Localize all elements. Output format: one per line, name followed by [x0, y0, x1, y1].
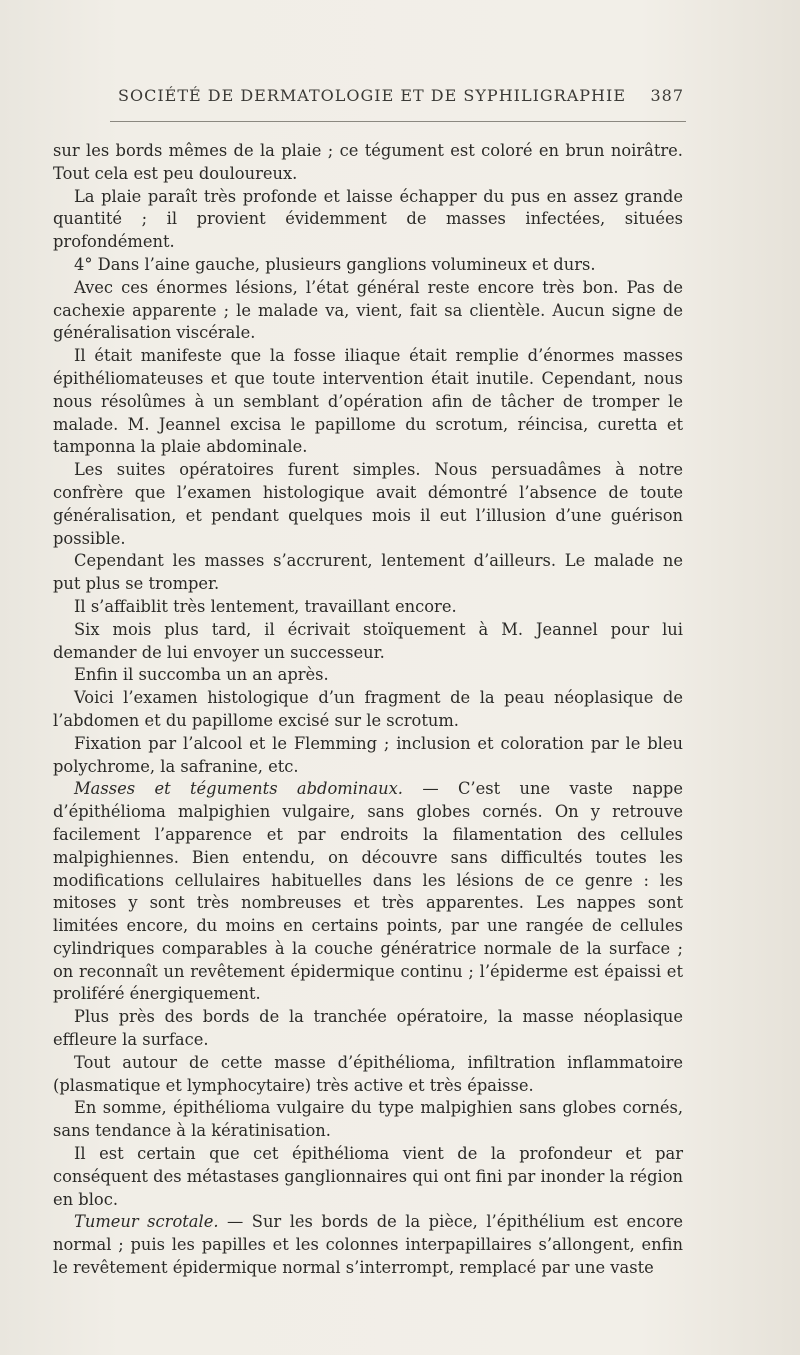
paragraph: En somme, épithélioma vulgaire du type malpighien sans globes cornés, sans tendance à la kératinisation. [53, 1098, 683, 1141]
paragraph: sur les bords mêmes de la plaie ; ce tégument est coloré en brun noirâtre. Tout cela est peu douloureux. [53, 141, 683, 183]
paragraph: Il était manifeste que la fosse iliaque était remplie d’énormes masses épithéliomateuses et que toute intervention était inutile. Cependant, nous nous résolûmes à un semblant d’opération afin de tâcher de tromper le malade. M. Jeannel excisa le papillome du scrotum, réincisa, curetta et tamponna la plaie abdominale. [53, 346, 683, 457]
paragraph: Il est certain que cet épithélioma vient de la profondeur et par conséquent des métastases ganglionnaires qui ont fini par inonder la région en bloc. [53, 1144, 683, 1209]
section-text: — C’est une vaste nappe d’épithélioma malpighien vulgaire, sans globes cornés. On y retrouve facilement l’apparence et par endroits la filamentation des cellules malpighiennes. Bien entendu, on découvre sans difficultés toutes les modifications cellulaires habituelles dans les lésions de ce genre : les mitoses y sont très nombreuses et très apparentes. Les nappes sont limitées encore, du moins en certains points, par une rangée de cellules cylindriques comparables à la couche génératrice normale de la surface ; on reconnaît un revêtement épidermique continu ; l’épiderme est épaissi et proliféré énergiquement. [53, 779, 683, 1004]
page-number: 387 [650, 86, 684, 105]
header-rule [110, 121, 686, 122]
section-text: — Sur les bords de la pièce, l’épithélium est encore normal ; puis les papilles et les colonnes interpapillaires s’allongent, enfin le revêtement épidermique normal s’interrompt, remplacé par une vaste [53, 1212, 683, 1278]
paragraph: Les suites opératoires furent simples. Nous persuadâmes à notre confrère que l’examen histologique avait démontré l’absence de toute généralisation, et pendant quelques mois il eut l’illusion d’une guérison possible. [53, 460, 683, 548]
paragraph: 4° Dans l’aine gauche, plusieurs ganglions volumineux et durs. [74, 254, 596, 274]
running-title: SOCIÉTÉ DE DERMATOLOGIE ET DE SYPHILIGRAPHIE [118, 86, 627, 105]
masses-section [53, 778, 683, 1006]
section-heading: Tumeur scrotale. [74, 1212, 219, 1232]
paragraph: Six mois plus tard, il écrivait stoïquement à M. Jeannel pour lui demander de lui envoyer un successeur. [53, 619, 683, 662]
paragraph: Tout autour de cette masse d’épithélioma, infiltration inflammatoire (plasmatique et lymphocytaire) très active et très épaisse. [53, 1052, 683, 1095]
paragraph: Fixation par l’alcool et le Flemming ; inclusion et coloration par le bleu polychrome, la safranine, etc. [53, 733, 683, 776]
paragraph: Cependant les masses s’accrurent, lentement d’ailleurs. Le malade ne put plus se tromper. [53, 551, 683, 594]
paragraph: Plus près des bords de la tranchée opératoire, la masse néoplasique effleure la surface. [53, 1007, 683, 1050]
paragraph: Il s’affaiblit très lentement, travaillant encore. [74, 596, 457, 616]
paragraph: La plaie paraît très profonde et laisse échapper du pus en assez grande quantité ; il provient évidemment de masses infectées, situées profondément. [53, 186, 683, 252]
scrotal-section [53, 1211, 683, 1279]
section-heading: Masses et téguments abdominaux. [74, 779, 403, 799]
paragraph: Voici l’examen histologique d’un fragment de la peau néoplasique de l’abdomen et du papillome excisé sur le scrotum. [53, 688, 683, 730]
paragraph: Avec ces énormes lésions, l’état général reste encore très bon. Pas de cachexie apparente ; le malade va, vient, fait sa clientèle. Aucun signe de généralisation viscérale. [53, 277, 683, 343]
paragraph: Enfin il succomba un an après. [74, 665, 329, 685]
body-text [53, 140, 683, 1280]
running-header [118, 86, 684, 105]
